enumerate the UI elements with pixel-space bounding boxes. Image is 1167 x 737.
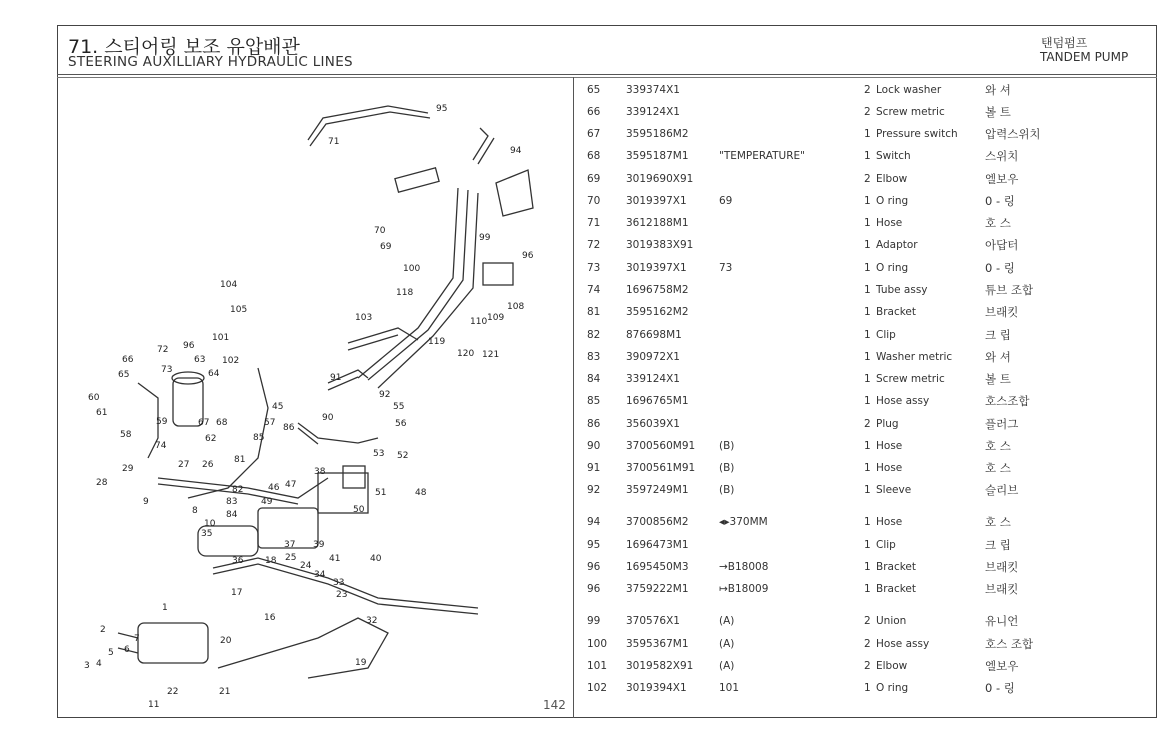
callout-label: 25	[285, 553, 297, 563]
description: Hose	[876, 440, 903, 452]
quantity: 1	[864, 516, 871, 528]
section-subtitle-english: TANDEM PUMP	[1040, 50, 1129, 64]
ref-number: 68	[587, 150, 601, 162]
description: Tube assy	[876, 284, 928, 296]
description-korean: 호스조합	[985, 394, 1030, 408]
quantity: 1	[864, 462, 871, 474]
part-note: (B)	[719, 462, 735, 474]
part-number: 1695450M3	[626, 561, 689, 573]
callout-label: 70	[374, 226, 386, 236]
hose-57-drawing	[298, 423, 378, 444]
part-number: 1696758M2	[626, 284, 689, 296]
ref-number: 70	[587, 195, 601, 207]
callout-label: 109	[487, 313, 505, 323]
callout-label: 46	[268, 483, 280, 493]
callout-label: 11	[148, 700, 160, 710]
description: O ring	[876, 262, 909, 274]
ref-number: 95	[587, 539, 601, 551]
parts-table-row	[574, 679, 1154, 699]
part-number: 3700856M2	[626, 516, 689, 528]
part-note: 73	[719, 262, 733, 274]
description-korean: 슬리브	[985, 483, 1019, 497]
ref-number: 96	[587, 583, 601, 595]
callout-label: 35	[201, 529, 213, 539]
callout-label: 4	[96, 659, 102, 669]
callout-label: 81	[234, 455, 246, 465]
hose-95-drawing	[308, 106, 430, 146]
part-number: 1696765M1	[626, 395, 689, 407]
callout-label: 95	[436, 104, 448, 114]
part-number: 370576X1	[626, 615, 680, 627]
callout-label: 24	[300, 561, 312, 571]
callout-label: 59	[156, 417, 168, 427]
callout-label: 120	[457, 349, 475, 359]
description-korean: 호스 조합	[985, 637, 1034, 651]
ref-number: 73	[587, 262, 601, 274]
callout-label: 28	[96, 478, 108, 488]
description: Hose assy	[876, 638, 930, 650]
description: Switch	[876, 150, 911, 162]
ref-number: 74	[587, 284, 601, 296]
part-number: 3595162M2	[626, 306, 689, 318]
callout-label: 83	[226, 497, 238, 507]
description: Screw metric	[876, 106, 945, 118]
part-number: 3612188M1	[626, 217, 689, 229]
part-number: 3700560M91	[626, 440, 696, 452]
bracket-96-drawing	[496, 170, 533, 216]
callout-label: 119	[428, 337, 446, 347]
parts-table-row	[574, 281, 1154, 301]
ref-number: 71	[587, 217, 601, 229]
tube-100-drawing	[358, 188, 468, 380]
parts-table-row	[574, 81, 1154, 101]
callout-label: 51	[375, 488, 387, 498]
callout-label: 7	[134, 634, 140, 644]
quantity: 1	[864, 150, 871, 162]
quantity: 1	[864, 373, 871, 385]
description: Clip	[876, 539, 896, 551]
callout-label: 41	[329, 554, 341, 564]
callout-label: 6	[124, 645, 130, 655]
ref-number: 91	[587, 462, 601, 474]
callout-label: 55	[393, 402, 405, 412]
callout-label: 82	[232, 485, 244, 495]
callout-label: 72	[157, 345, 169, 355]
ref-number: 84	[587, 373, 601, 385]
parts-table-row	[574, 481, 1154, 501]
description: Hose	[876, 217, 903, 229]
description-korean: 와 셔	[985, 350, 1011, 364]
description: Union	[876, 615, 907, 627]
callout-label: 102	[222, 356, 240, 366]
part-number: 3597249M1	[626, 484, 689, 496]
quantity: 1	[864, 583, 871, 595]
callout-label: 39	[313, 540, 325, 550]
part-note: (A)	[719, 615, 735, 627]
callout-label: 67	[198, 418, 210, 428]
ref-number: 94	[587, 516, 601, 528]
part-number: 390972X1	[626, 351, 680, 363]
ref-number: 72	[587, 239, 601, 251]
description-korean: 0 - 링	[985, 261, 1015, 275]
header-divider	[57, 74, 1157, 75]
part-note: ↦B18009	[719, 583, 769, 595]
callout-label: 101	[212, 333, 230, 343]
callout-label: 58	[120, 430, 132, 440]
callout-label: 63	[194, 355, 206, 365]
ref-number: 102	[587, 682, 608, 694]
parts-table-row	[574, 170, 1154, 190]
callout-label: 21	[219, 687, 231, 697]
parts-table-row	[574, 303, 1154, 323]
description: Pressure switch	[876, 128, 958, 140]
section-subtitle-korean: 탠덤펌프	[1041, 36, 1088, 50]
quantity: 2	[864, 84, 871, 96]
description: Bracket	[876, 561, 917, 573]
description: O ring	[876, 195, 909, 207]
quantity: 1	[864, 539, 871, 551]
quantity: 1	[864, 329, 871, 341]
description-korean: 0 - 링	[985, 681, 1015, 695]
ref-number: 69	[587, 173, 601, 185]
callout-label: 56	[395, 419, 407, 429]
hose-94-drawing	[473, 128, 494, 164]
description-korean: 호 스	[985, 515, 1011, 529]
quantity: 1	[864, 284, 871, 296]
description: Hose	[876, 516, 903, 528]
description-korean: 브래킷	[985, 582, 1019, 596]
description: Elbow	[876, 660, 908, 672]
callout-label: 91	[330, 373, 342, 383]
callout-label: 52	[397, 451, 409, 461]
parts-table-row	[574, 580, 1154, 600]
callout-label: 49	[261, 497, 273, 507]
description: O ring	[876, 682, 909, 694]
quantity: 1	[864, 217, 871, 229]
description: Adaptor	[876, 239, 918, 251]
parts-table-row	[574, 147, 1154, 167]
quantity: 1	[864, 195, 871, 207]
part-number: 3019690X91	[626, 173, 694, 185]
callout-label: 94	[510, 146, 522, 156]
callout-label: 61	[96, 408, 108, 418]
callout-label: 100	[403, 264, 421, 274]
callout-label: 9	[143, 497, 149, 507]
parts-table-row	[574, 214, 1154, 234]
callout-label: 26	[202, 460, 214, 470]
description-korean: 볼 트	[985, 372, 1011, 386]
callout-label: 1	[162, 603, 168, 613]
switch-drawing	[395, 168, 439, 192]
ref-number: 67	[587, 128, 601, 140]
callout-label: 19	[355, 658, 367, 668]
callout-label: 92	[379, 390, 391, 400]
callout-label: 53	[373, 449, 385, 459]
bracket-108-drawing	[483, 263, 513, 285]
page-title-english: STEERING AUXILLIARY HYDRAULIC LINES	[68, 54, 353, 70]
part-note: →B18008	[719, 561, 769, 573]
callout-label: 2	[100, 625, 106, 635]
quantity: 1	[864, 440, 871, 452]
ref-number: 85	[587, 395, 601, 407]
callout-label: 65	[118, 370, 130, 380]
description: Elbow	[876, 173, 908, 185]
description-korean: 호 스	[985, 216, 1011, 230]
part-number: 3019394X1	[626, 682, 687, 694]
description: Plug	[876, 418, 899, 430]
part-note: 101	[719, 682, 740, 694]
parts-table-row	[574, 459, 1154, 479]
parts-table-row	[574, 536, 1154, 556]
ref-number: 99	[587, 615, 601, 627]
description-korean: 엘보우	[985, 172, 1019, 186]
page-number: 142	[543, 698, 566, 712]
part-note: (A)	[719, 660, 735, 672]
part-number: 3595186M2	[626, 128, 689, 140]
part-number: 3019397X1	[626, 262, 687, 274]
callout-label: 17	[231, 588, 243, 598]
parts-table-row	[574, 635, 1154, 655]
description: Clip	[876, 329, 896, 341]
callout-label: 10	[204, 519, 216, 529]
part-number: 3595367M1	[626, 638, 689, 650]
description-korean: 크 립	[985, 328, 1011, 342]
callout-label: 5	[108, 648, 114, 658]
description-korean: 압력스위치	[985, 127, 1041, 141]
quantity: 1	[864, 239, 871, 251]
description: Bracket	[876, 583, 917, 595]
callout-label: 48	[415, 488, 427, 498]
parts-table-row	[574, 236, 1154, 256]
callout-label: 27	[178, 460, 190, 470]
description-korean: 호 스	[985, 461, 1011, 475]
part-number: 339124X1	[626, 106, 680, 118]
description-korean: 튜브 조합	[985, 283, 1034, 297]
callout-label: 18	[265, 556, 277, 566]
description-korean: 호 스	[985, 439, 1011, 453]
callout-label: 121	[482, 350, 500, 360]
part-number: 339374X1	[626, 84, 680, 96]
callout-label: 110	[470, 317, 488, 327]
ref-number: 82	[587, 329, 601, 341]
callout-label: 84	[226, 510, 238, 520]
callout-label: 68	[216, 418, 228, 428]
part-number: 1696473M1	[626, 539, 689, 551]
callout-label: 90	[322, 413, 334, 423]
parts-table-row	[574, 392, 1154, 412]
part-number: 339124X1	[626, 373, 680, 385]
description-korean: 크 립	[985, 538, 1011, 552]
callout-label: 118	[396, 288, 414, 298]
quantity: 1	[864, 351, 871, 363]
quantity: 2	[864, 106, 871, 118]
description-korean: 엘보우	[985, 659, 1019, 673]
callout-label: 86	[283, 423, 295, 433]
callout-label: 57	[264, 418, 276, 428]
callout-label: 40	[370, 554, 382, 564]
quantity: 2	[864, 660, 871, 672]
callout-label: 69	[380, 242, 392, 252]
quantity: 1	[864, 262, 871, 274]
part-number: 3019582X91	[626, 660, 694, 672]
callout-label: 20	[220, 636, 232, 646]
part-note: 69	[719, 195, 733, 207]
callout-label: 34	[314, 570, 326, 580]
parts-table-row	[574, 326, 1154, 346]
quantity: 1	[864, 306, 871, 318]
quantity: 1	[864, 682, 871, 694]
callout-label: 74	[155, 441, 167, 451]
description-korean: 아답터	[985, 238, 1019, 252]
callout-label: 33	[333, 578, 345, 588]
quantity: 1	[864, 484, 871, 496]
callout-label: 22	[167, 687, 179, 697]
description-korean: 볼 트	[985, 105, 1011, 119]
parts-table-row	[574, 612, 1154, 632]
ref-number: 90	[587, 440, 601, 452]
callout-label: 47	[285, 480, 297, 490]
tandem-pump-drawing	[138, 623, 208, 663]
callout-label: 104	[220, 280, 238, 290]
part-note: ◂▸370MM	[719, 516, 768, 528]
ref-number: 96	[587, 561, 601, 573]
callout-label: 64	[208, 369, 220, 379]
callout-label: 45	[272, 402, 284, 412]
callout-label: 99	[479, 233, 491, 243]
description-korean: 브래킷	[985, 305, 1019, 319]
description: Hose assy	[876, 395, 930, 407]
quantity: 1	[864, 561, 871, 573]
ref-number: 101	[587, 660, 608, 672]
callout-label: 85	[253, 433, 265, 443]
parts-table-row	[574, 513, 1154, 533]
callout-label: 71	[328, 137, 340, 147]
parts-table-row	[574, 437, 1154, 457]
callout-label: 8	[192, 506, 198, 516]
callout-label: 60	[88, 393, 100, 403]
quantity: 2	[864, 615, 871, 627]
callout-label: 16	[264, 613, 276, 623]
description: Sleeve	[876, 484, 912, 496]
part-note: (A)	[719, 638, 735, 650]
callout-label: 105	[230, 305, 248, 315]
parts-table-row	[574, 125, 1154, 145]
part-note: (B)	[719, 440, 735, 452]
exploded-parts-diagram	[58, 78, 570, 716]
parts-table-row	[574, 103, 1154, 123]
ref-number: 65	[587, 84, 601, 96]
hose-20-drawing	[218, 618, 388, 678]
quantity: 1	[864, 128, 871, 140]
callout-label: 3	[84, 661, 90, 671]
quantity: 2	[864, 638, 871, 650]
ref-number: 92	[587, 484, 601, 496]
quantity: 2	[864, 173, 871, 185]
parts-table-row	[574, 558, 1154, 578]
callout-label: 96	[183, 341, 195, 351]
quantity: 2	[864, 418, 871, 430]
parts-table-row	[574, 259, 1154, 279]
description-korean: 와 셔	[985, 83, 1011, 97]
ref-number: 100	[587, 638, 608, 650]
parts-table-row	[574, 415, 1154, 435]
part-note: (B)	[719, 484, 735, 496]
callout-label: 62	[205, 434, 217, 444]
part-number: 3019383X91	[626, 239, 694, 251]
part-number: 3759222M1	[626, 583, 689, 595]
page-title-korean: 71. 스티어링 보조 유압배관	[68, 36, 300, 58]
description-korean: 브래킷	[985, 560, 1019, 574]
description: Hose	[876, 462, 903, 474]
part-number: 3019397X1	[626, 195, 687, 207]
callout-label: 32	[366, 616, 378, 626]
description: Screw metric	[876, 373, 945, 385]
description: Lock washer	[876, 84, 942, 96]
callout-label: 50	[353, 505, 365, 515]
ref-number: 86	[587, 418, 601, 430]
flange-51-drawing	[343, 466, 365, 488]
callout-label: 38	[314, 467, 326, 477]
parts-table-row	[574, 370, 1154, 390]
tube-16-drawing	[213, 558, 478, 614]
description: Bracket	[876, 306, 917, 318]
callout-label: 108	[507, 302, 525, 312]
ref-number: 66	[587, 106, 601, 118]
description-korean: 유니언	[985, 614, 1019, 628]
description-korean: 0 - 링	[985, 194, 1015, 208]
callout-label: 29	[122, 464, 134, 474]
part-note: "TEMPERATURE"	[719, 150, 805, 162]
ref-number: 83	[587, 351, 601, 363]
part-number: 876698M1	[626, 329, 682, 341]
part-number: 3595187M1	[626, 150, 689, 162]
callout-label: 23	[336, 590, 348, 600]
callout-label: 36	[232, 556, 244, 566]
quantity: 1	[864, 395, 871, 407]
callout-label: 37	[284, 540, 296, 550]
callout-label: 103	[355, 313, 373, 323]
description: Washer metric	[876, 351, 953, 363]
parts-table-row	[574, 657, 1154, 677]
callout-label: 66	[122, 355, 134, 365]
ref-number: 81	[587, 306, 601, 318]
part-number: 356039X1	[626, 418, 680, 430]
callout-label: 73	[161, 365, 173, 375]
description-korean: 플러그	[985, 417, 1019, 431]
description-korean: 스위치	[985, 149, 1019, 163]
parts-table-row	[574, 192, 1154, 212]
part-number: 3700561M91	[626, 462, 696, 474]
parts-table-row	[574, 348, 1154, 368]
callout-label: 96	[522, 251, 534, 261]
